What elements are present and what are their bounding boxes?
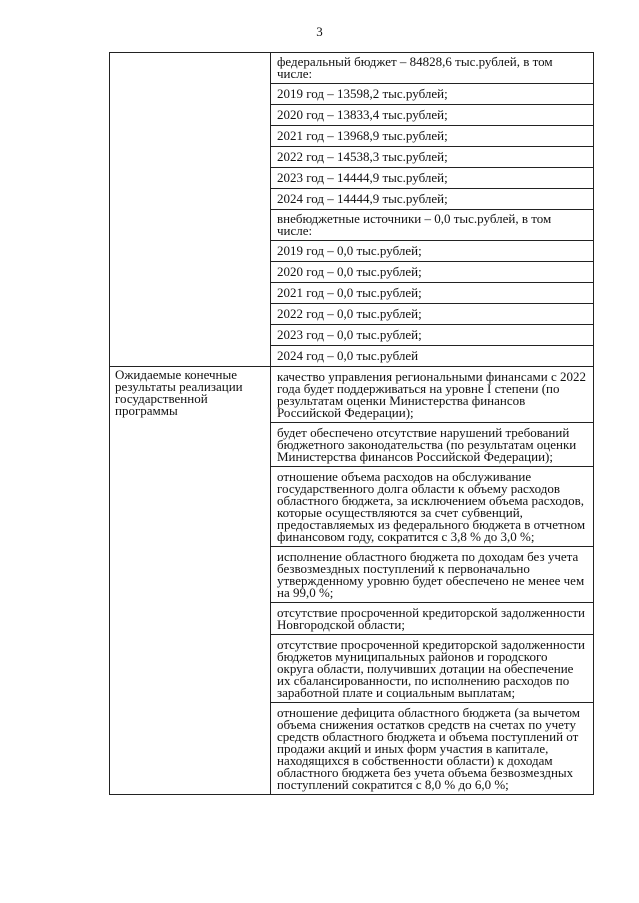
result-item: качество управления региональными финансами с 2022 года будет поддерживаться на уровне I степени (по результатам оценки Министерства финансов Российской Федерации); [271, 367, 593, 423]
result-item: отсутствие просроченной кредиторской задолженности Новгородской области; [271, 603, 593, 635]
funding-item: 2019 год – 13598,2 тыс.рублей; [271, 84, 593, 105]
funding-item: 2020 год – 0,0 тыс.рублей; [271, 262, 593, 283]
funding-item: 2019 год – 0,0 тыс.рублей; [271, 241, 593, 262]
funding-item: 2022 год – 0,0 тыс.рублей; [271, 304, 593, 325]
funding-item: 2020 год – 13833,4 тыс.рублей; [271, 105, 593, 126]
funding-item: 2021 год – 0,0 тыс.рублей; [271, 283, 593, 304]
result-item: отсутствие просроченной кредиторской задолженности бюджетов муниципальных районов и городского округа области, получивших дотации на обеспечение их сбалансированности, по исполнению расходов по заработной плате и социальным выплатам; [271, 635, 593, 703]
funding-item: 2023 год – 0,0 тыс.рублей; [271, 325, 593, 346]
page-number: 3 [316, 24, 323, 39]
program-passport-table [109, 52, 594, 795]
results-label-cell [110, 367, 271, 795]
funding-item: внебюджетные источники – 0,0 тыс.рублей, в том числе: [271, 210, 593, 241]
funding-row [110, 53, 594, 367]
funding-item: 2021 год – 13968,9 тыс.рублей; [271, 126, 593, 147]
results-value-cell [271, 367, 594, 795]
funding-item: 2024 год – 0,0 тыс.рублей [277, 348, 419, 363]
result-item: отношение дефицита областного бюджета (за вычетом объема снижения остатков средств на счетах по учету средств областного бюджета и объема поступлений от продажи акций и иных форм участия в капитале, находящихся в собственности области) к доходам областного бюджета без учета объема безвозмездных поступлений сократится с 8,0 % до 6,0 %; [277, 705, 580, 792]
funding-value-cell [271, 53, 594, 367]
funding-item: 2024 год – 14444,9 тыс.рублей; [271, 189, 593, 210]
results-row [110, 367, 594, 795]
funding-item: 2022 год – 14538,3 тыс.рублей; [271, 147, 593, 168]
funding-label [110, 53, 270, 55]
funding-label-cell [110, 53, 271, 367]
results-label: Ожидаемые конечные результаты реализации государственной программы [115, 367, 243, 418]
result-item: исполнение областного бюджета по доходам без учета безвозмездных поступлений к первоначально утвержденному уровню будет обеспечено не менее чем на 99,0 %; [271, 547, 593, 603]
funding-item: 2023 год – 14444,9 тыс.рублей; [271, 168, 593, 189]
result-item: будет обеспечено отсутствие нарушений требований бюджетного законодательства (по результатам оценки Министерства финансов Российской Федерации); [271, 423, 593, 467]
result-item: отношение объема расходов на обслуживание государственного долга области к объему расходов областного бюджета, за исключением объема расходов, которые осуществляются за счет субвенций, предоставляемых из федерального бюджета в отчетном финансовом году, сократится с 3,8 % до 3,0 %; [271, 467, 593, 547]
funding-item: федеральный бюджет – 84828,6 тыс.рублей, в том числе: [271, 53, 593, 84]
